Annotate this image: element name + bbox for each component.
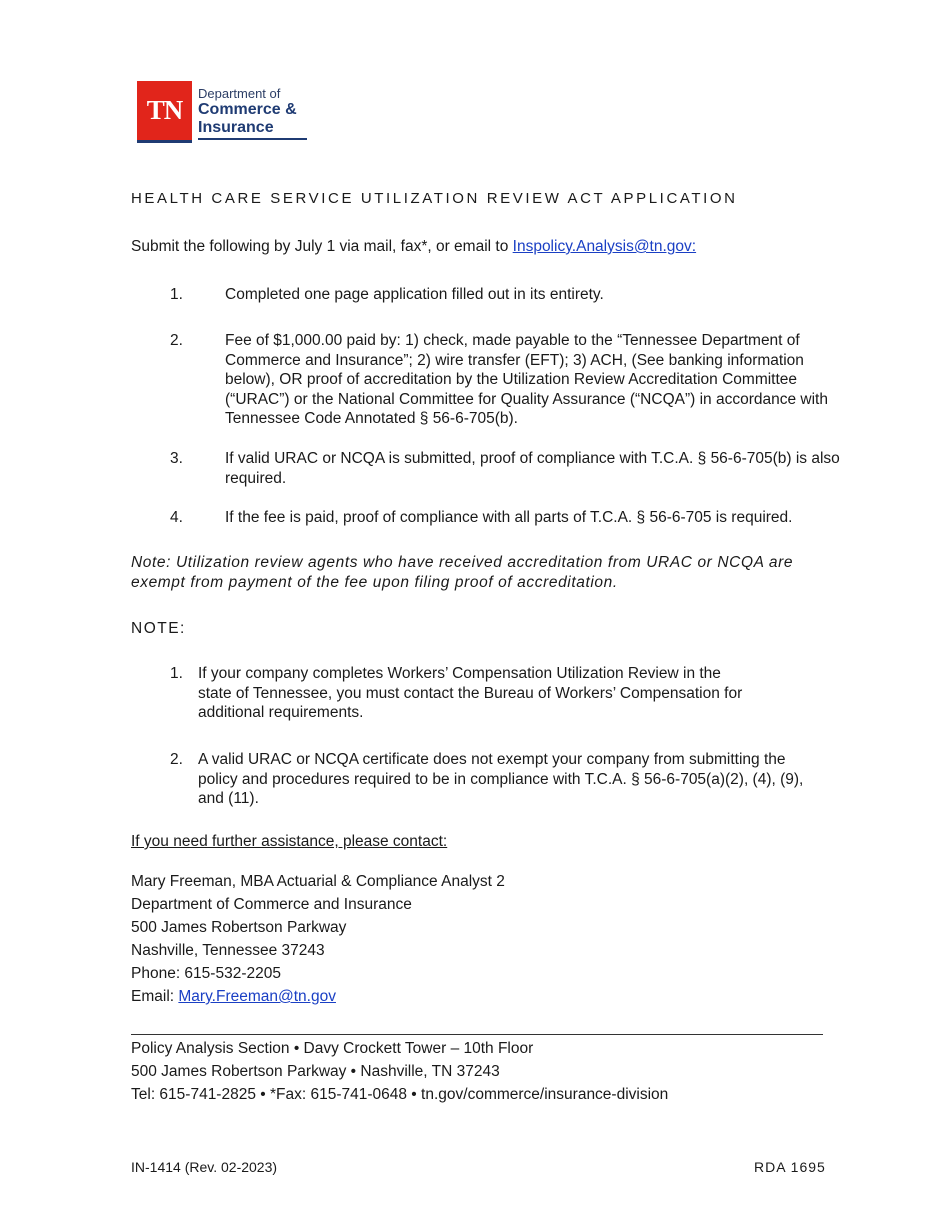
footer-address <box>131 1037 668 1106</box>
note-text: If your company completes Workers’ Compensation Utilization Review in the state of Tennessee, you must contact the Bureau of Workers’ Compensation for additional requirements. <box>198 665 743 721</box>
contact-name: Mary Freeman, MBA Actuarial & Compliance Analyst 2 <box>131 873 505 890</box>
contact-email-line <box>131 985 505 1008</box>
inspolicy-email-link[interactable]: Inspolicy.Analysis@tn.gov: <box>512 238 697 255</box>
note-number: 2. <box>170 751 183 768</box>
tn-logo-text <box>198 81 307 143</box>
logo-underline <box>198 138 307 140</box>
requirement-number: 2. <box>170 332 183 349</box>
requirement-number: 1. <box>170 286 183 303</box>
page-title: HEALTH CARE SERVICE UTILIZATION REVIEW ACT APPLICATION <box>131 190 738 207</box>
footer-divider <box>131 1034 823 1035</box>
note-number: 1. <box>170 665 183 682</box>
footer-line-1: Policy Analysis Section • Davy Crockett Tower – 10th Floor <box>131 1040 534 1057</box>
logo-line-insurance: Insurance <box>198 119 274 136</box>
intro-text: Submit the following by July 1 via mail, fax*, or email to <box>131 238 513 255</box>
requirement-number: 3. <box>170 450 183 467</box>
tn-logo-badge: TN <box>137 81 192 143</box>
requirement-text: Completed one page application filled out in its entirety. <box>225 286 604 303</box>
requirement-text: Fee of $1,000.00 paid by: 1) check, made payable to the “Tennessee Department of Commerce and Insurance”; 2) wire transfer (EFT); 3) ACH, (See banking information below), OR proof of accreditation by the Utilization Review Accreditation Committee (“URAC”) or the National Committee for Quality Assurance (“NCQA”) in accordance with Tennessee Code Annotated § 56-6-705(b). <box>225 332 828 427</box>
requirement-text: If the fee is paid, proof of compliance with all parts of T.C.A. § 56-6-705 is required. <box>225 509 793 526</box>
requirement-text: If valid URAC or NCQA is submitted, proof of compliance with T.C.A. § 56-6-705(b) is also required. <box>225 450 840 487</box>
footer-line-3: Tel: 615-741-2825 • *Fax: 615-741-0648 • tn.gov/commerce/insurance-division <box>131 1086 669 1103</box>
logo-line-commerce: Commerce & <box>198 101 297 118</box>
contact-block <box>131 870 505 1008</box>
note-text: A valid URAC or NCQA certificate does not exempt your company from submitting the policy and procedures required to be in compliance with T.C.A. § 56-6-705(a)(2), (4), (9), and (11). <box>198 751 804 807</box>
contact-street: 500 James Robertson Parkway <box>131 919 347 936</box>
contact-phone: Phone: 615-532-2205 <box>131 965 281 982</box>
requirement-number: 4. <box>170 509 183 526</box>
note-heading: NOTE: <box>131 620 186 637</box>
contact-department: Department of Commerce and Insurance <box>131 896 412 913</box>
intro-paragraph <box>131 237 696 257</box>
form-id: IN-1414 (Rev. 02-2023) <box>131 1159 278 1175</box>
assistance-heading: If you need further assistance, please contact: <box>131 833 448 850</box>
rda-number: RDA 1695 <box>754 1159 826 1175</box>
footer-line-2: 500 James Robertson Parkway • Nashville, TN 37243 <box>131 1063 500 1080</box>
contact-email-link[interactable]: Mary.Freeman@tn.gov <box>178 988 336 1005</box>
contact-city: Nashville, Tennessee 37243 <box>131 942 325 959</box>
contact-email-label: Email: <box>131 988 179 1005</box>
tn-logo <box>137 81 307 143</box>
logo-line-department: Department of <box>198 86 281 101</box>
accreditation-exempt-note: Note: Utilization review agents who have received accreditation from URAC or NCQA are exempt from payment of the fee upon filing proof of accreditation. <box>131 554 794 591</box>
